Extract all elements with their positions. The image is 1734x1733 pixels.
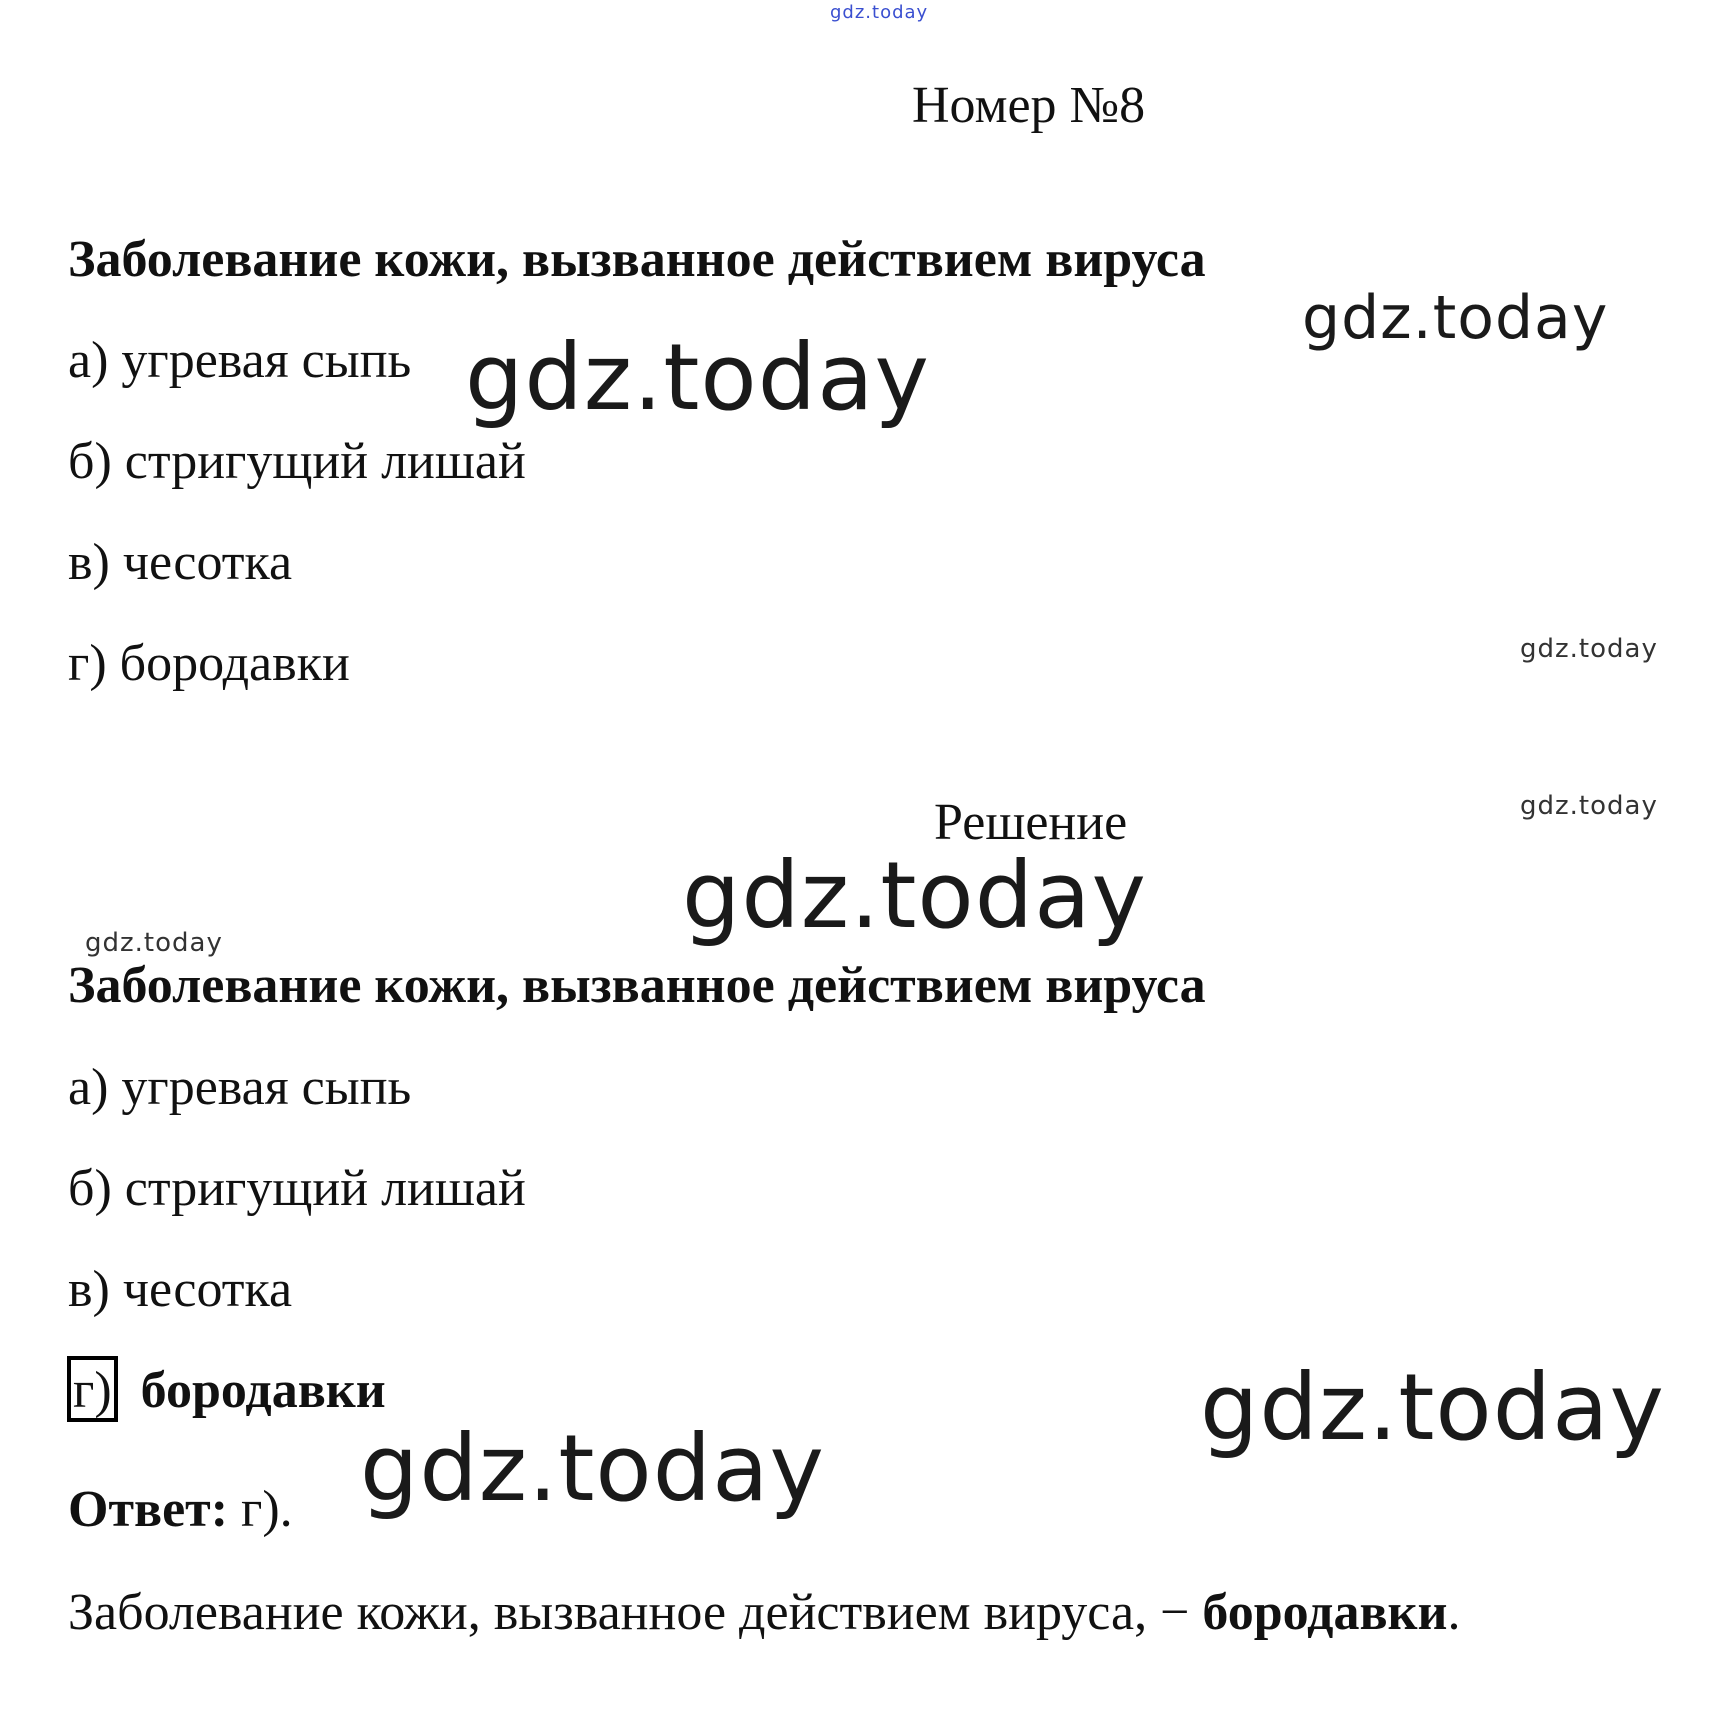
- watermark-upper-right: gdz.today: [1302, 283, 1609, 353]
- answer-value: г).: [241, 1481, 293, 1538]
- question-option-a: а) угревая сыпь: [68, 332, 412, 389]
- page-title: Номер №8: [912, 77, 1146, 134]
- conclusion-line: [68, 1584, 1461, 1641]
- watermark-middle-center: gdz.today: [682, 842, 1147, 949]
- watermark-small-right-1: gdz.today: [1520, 634, 1658, 664]
- watermark-upper-center: gdz.today: [465, 324, 930, 431]
- solution-option-a: а) угревая сыпь: [68, 1059, 412, 1116]
- solution-option-v: в) чесотка: [68, 1261, 293, 1318]
- question-option-v: в) чесотка: [68, 534, 293, 591]
- question-option-g: г) бородавки: [68, 635, 350, 692]
- watermark-small-right-2: gdz.today: [1520, 791, 1658, 821]
- solution-question-text: Заболевание кожи, вызванное действием вируса: [68, 957, 1206, 1014]
- selected-answer-text: бородавки: [140, 1362, 386, 1419]
- watermark-lower-center: gdz.today: [360, 1415, 825, 1522]
- watermark-small-left: gdz.today: [85, 928, 223, 958]
- question-option-b: б) стригущий лишай: [68, 433, 526, 490]
- answer-label: Ответ:: [68, 1481, 229, 1538]
- solution-selected-option: [67, 1356, 386, 1422]
- solution-option-b: б) стригущий лишай: [68, 1160, 526, 1217]
- question-text: Заболевание кожи, вызванное действием вируса: [68, 231, 1206, 288]
- watermark-lower-right: gdz.today: [1200, 1354, 1665, 1461]
- conclusion-text: Заболевание кожи, вызванное действием вируса, −: [68, 1584, 1203, 1641]
- solution-heading: Решение: [934, 794, 1128, 851]
- answer-line: [68, 1481, 293, 1538]
- watermark-top: gdz.today: [830, 2, 929, 23]
- conclusion-end: .: [1447, 1584, 1461, 1641]
- conclusion-bold: бородавки: [1202, 1584, 1448, 1641]
- selected-answer-box: г): [67, 1356, 118, 1422]
